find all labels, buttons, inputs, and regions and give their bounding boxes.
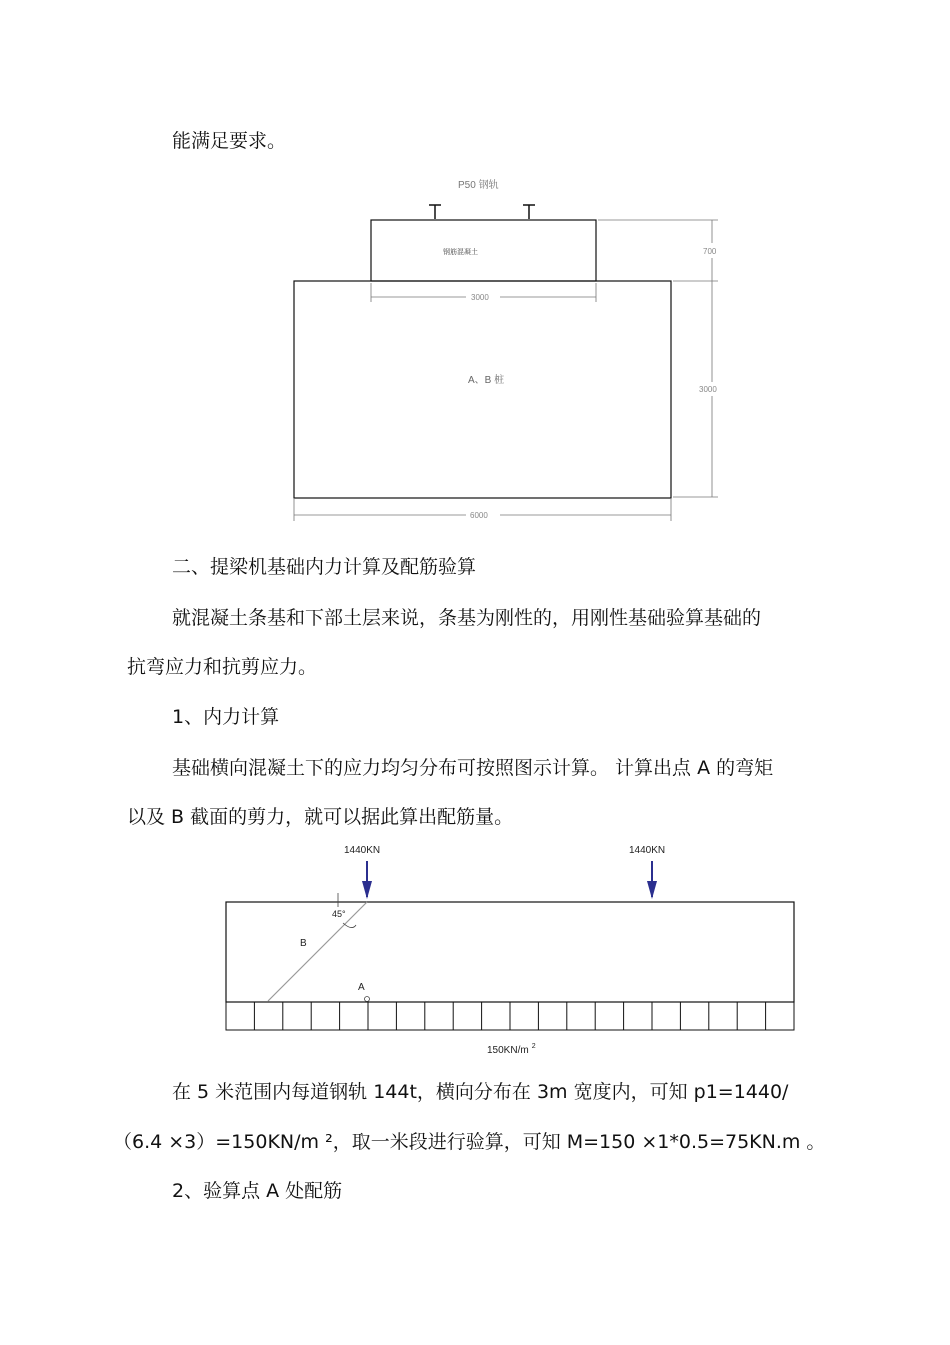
pressure-distribution <box>226 1002 794 1030</box>
foundation-section-figure <box>0 0 950 540</box>
load-right-label: 1440KN <box>629 845 666 856</box>
load-diagram-figure <box>0 835 950 1065</box>
load-arrow-right-icon <box>647 861 657 899</box>
upper-concrete-block <box>371 220 596 281</box>
pressure-label: 150KN/m $^2$ <box>487 1043 536 1056</box>
shear-line-45 <box>268 902 367 1001</box>
point-b-label: B <box>300 938 307 949</box>
dim-top-width-label: 3000 <box>471 293 489 302</box>
rail-label: P50 钢轨 <box>458 180 499 191</box>
paragraph-conclusion: 能满足要求。 <box>172 130 287 152</box>
paragraph-3-line-1: 在 5 米范围内每道钢轨 144t，横向分布在 3m 宽度内，可知 p1=1440/ <box>172 1081 789 1103</box>
upper-block-label: 钢筋混凝土 <box>443 249 478 256</box>
point-a-marker <box>365 997 370 1002</box>
lower-foundation-block <box>294 281 671 498</box>
load-left-label: 1440KN <box>344 845 381 856</box>
paragraph-1-line-2: 抗弯应力和抗剪应力。 <box>127 656 318 678</box>
rail-right-icon <box>523 205 535 219</box>
dim-lower-width-label: 6000 <box>470 511 488 520</box>
dim-lower-height-label: 3000 <box>699 385 717 394</box>
dim-top-height <box>598 220 718 281</box>
rail-left-icon <box>429 205 441 219</box>
angle-label: 45° <box>332 909 346 919</box>
foundation-beam <box>226 902 794 1002</box>
paragraph-2-line-1: 基础横向混凝土下的应力均匀分布可按照图示计算。 计算出点 A 的弯矩 <box>172 757 774 779</box>
lower-block-label: A、B 桩 <box>468 375 505 386</box>
subheading-1: 1、内力计算 <box>172 706 280 728</box>
load-arrow-left-icon <box>362 861 372 899</box>
paragraph-3-line-2: （6.4 ×3）=150KN/m ²，取一米段进行验算，可知 M=150 ×1*0.5=75KN.m 。 <box>113 1131 826 1153</box>
paragraph-2-line-2: 以及 B 截面的剪力，就可以据此算出配筋量。 <box>127 806 514 828</box>
paragraph-1-line-1: 就混凝土条基和下部土层来说，条基为刚性的，用刚性基础验算基础的 <box>172 607 762 629</box>
point-a-label: A <box>358 982 365 993</box>
subheading-2: 2、验算点 A 处配筋 <box>172 1180 343 1202</box>
dim-top-height-label: 700 <box>703 247 717 256</box>
section-heading-2: 二、提梁机基础内力计算及配筋验算 <box>172 556 477 578</box>
